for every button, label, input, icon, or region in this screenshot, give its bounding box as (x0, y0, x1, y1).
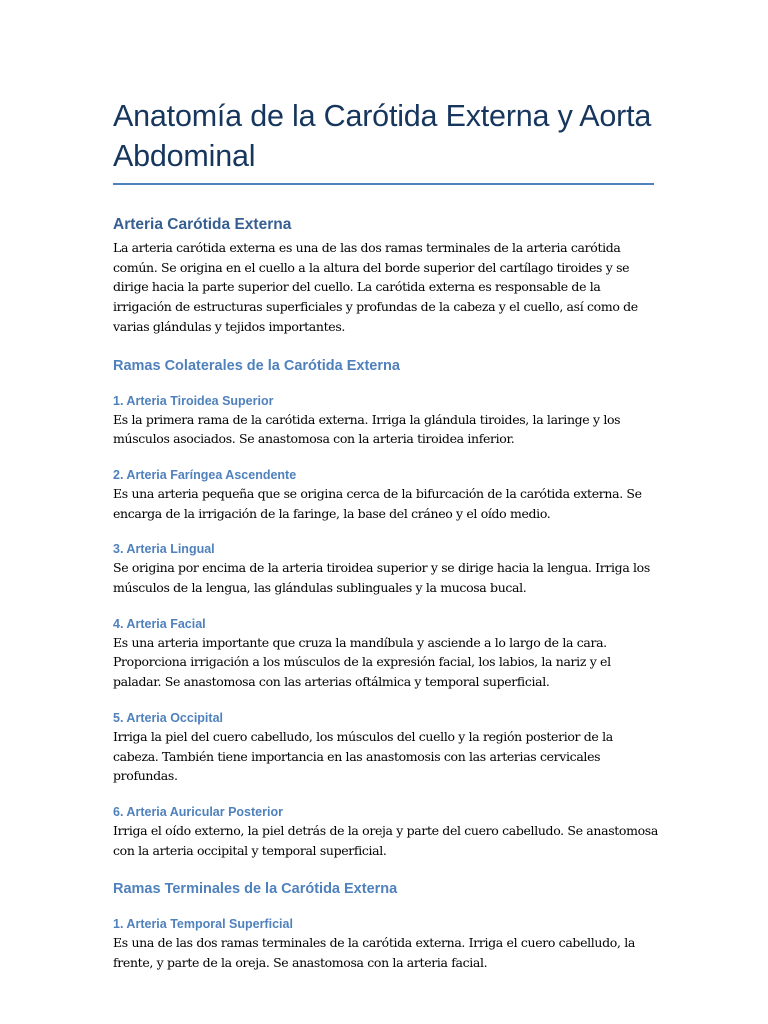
branch-heading: 3. Arteria Lingual (113, 542, 215, 557)
branch-heading: 4. Arteria Facial (113, 616, 206, 631)
document-title: Anatomía de la Carótida Externa y Aorta Abdominal (113, 99, 652, 173)
branch-paragraph: Es una de las dos ramas terminales de la carótida externa. Irriga el cuero cabelludo, la frente, y parte de la oreja. Se anastomosa con la arteria facial. (113, 935, 635, 971)
title-underline (113, 183, 654, 185)
branch-paragraph: Irriga la piel del cuero cabelludo, los músculos del cuello y la región posterior de la cabeza. También tiene importancia en las anastomosis con las arterias cervicales profundas. (113, 728, 613, 784)
branch-paragraph: Es una arteria importante que cruza la mandíbula y asciende a lo largo de la cara. Proporciona irrigación a los músculos de la expresión facial, los labios, la nariz y el paladar. Se anastomosa con las arterias oftálmica y temporal superficial. (113, 634, 611, 690)
branch-heading: 1. Arteria Temporal Superficial (113, 917, 293, 932)
branch-heading: 2. Arteria Faríngea Ascendente (113, 467, 297, 482)
branch-paragraph: Es una arteria pequeña que se origina cerca de la bifurcación de la carótida externa. Se encarga de la irrigación de la faringe, la base del cráneo y el oído medio. (113, 485, 642, 521)
branch-paragraph: Irriga el oído externo, la piel detrás de la oreja y parte del cuero cabelludo. Se anastomosa con la arteria occipital y temporal superficial. (113, 822, 658, 858)
subsection-heading-ramas-colaterales: Ramas Colaterales de la Carótida Externa (113, 357, 400, 374)
branch-heading: 5. Arteria Occipital (113, 710, 223, 725)
branch-paragraph: Es la primera rama de la carótida externa. Irriga la glándula tiroides, la laringe y los músculos asociados. Se anastomosa con la arteria tiroidea inferior. (113, 411, 621, 447)
section-paragraph: La arteria carótida externa es una de las dos ramas terminales de la arteria carótida común. Se origina en el cuello a la altura del borde superior del cartílago tiroides y se dirige hacia la parte superior del cuello. La carótida externa es responsable de la irrigación de estructuras superficiales y profundas de la cabeza y el cuello, así como de varias glándulas y tejidos importantes. (113, 240, 638, 334)
branch-heading: 1. Arteria Tiroidea Superior (113, 393, 274, 408)
document-content (113, 96, 658, 973)
branch-paragraph: Se origina por encima de la arteria tiroidea superior y se dirige hacia la lengua. Irriga los músculos de la lengua, las glándulas sublinguales y la mucosa bucal. (113, 560, 650, 596)
section-heading-carotida-externa: Arteria Carótida Externa (113, 216, 292, 233)
subsection-heading-ramas-terminales: Ramas Terminales de la Carótida Externa (113, 881, 398, 898)
branch-heading: 6. Arteria Auricular Posterior (113, 804, 283, 819)
